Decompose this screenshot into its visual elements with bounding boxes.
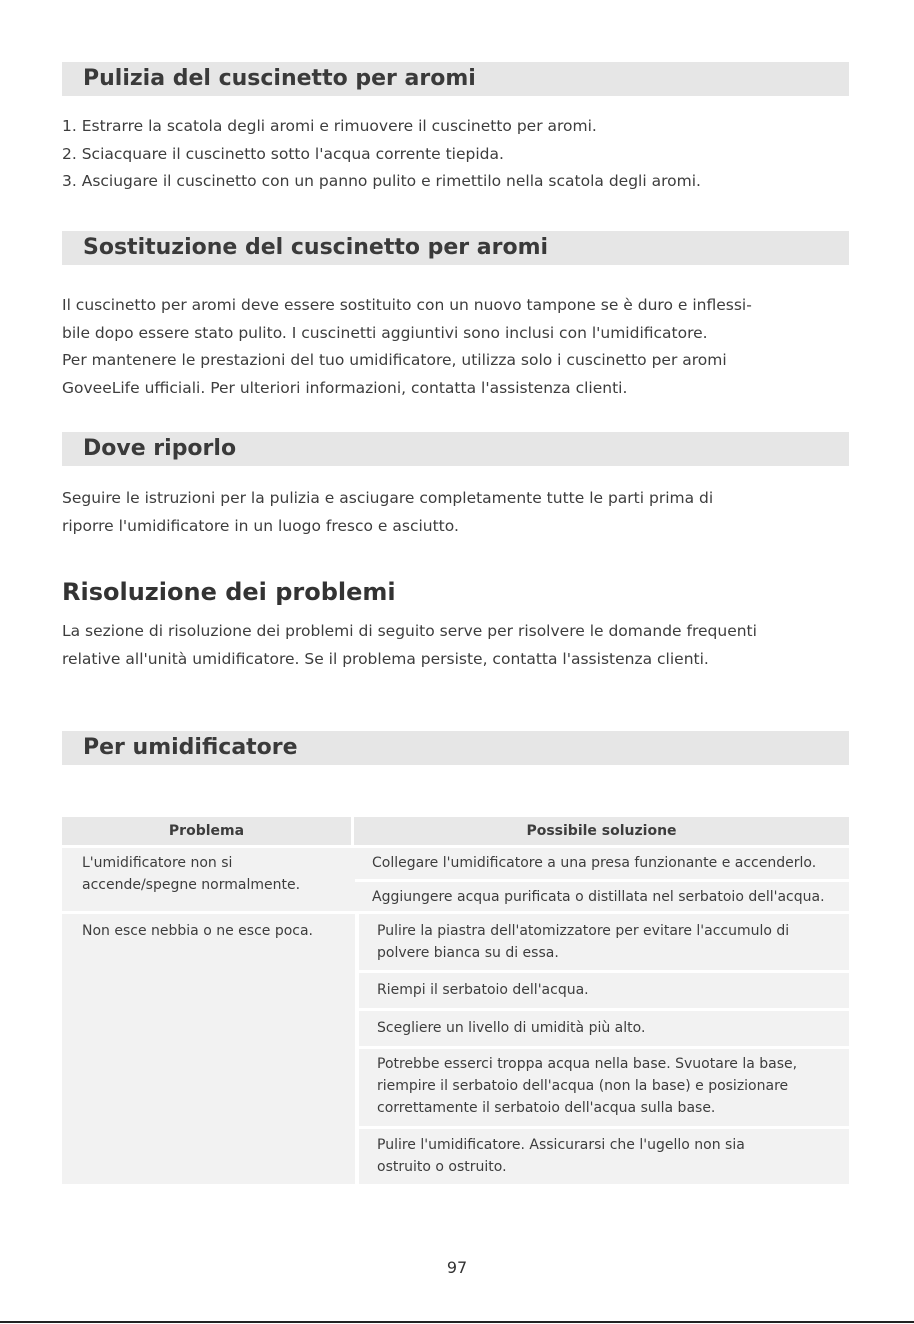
- cleaning-steps-list: [62, 113, 852, 196]
- text-line: GoveeLife ufficiali. Per ulteriori informazioni, contatta l'assistenza clienti.: [62, 378, 628, 397]
- table-header-problem: Problema: [62, 817, 351, 845]
- solution-cell: [359, 1129, 849, 1184]
- solution-cell: [354, 848, 849, 879]
- text-line: Pulire la piastra dell'atomizzatore per evitare l'accumulo di: [377, 923, 790, 939]
- text-line: bile dopo essere stato pulito. I cuscinetti aggiuntivi sono inclusi con l'umidificatore.: [62, 323, 708, 342]
- text-line: accende/spegne normalmente.: [82, 877, 301, 893]
- text-line: riporre l'umidificatore in un luogo fresco e asciutto.: [62, 516, 459, 535]
- solution-cell: [359, 1011, 849, 1046]
- text-line: Per mantenere le prestazioni del tuo umidificatore, utilizza solo i cuscinetto per aromi: [62, 351, 727, 369]
- problem-cell: [62, 848, 355, 911]
- text-line: relative all'unità umidificatore. Se il problema persiste, contatta l'assistenza clienti.: [62, 649, 709, 668]
- troubleshooting-intro: [62, 618, 852, 673]
- text-line: Pulire l'umidificatore. Assicurarsi che l'ugello non sia: [377, 1137, 745, 1153]
- solution-cell: [359, 914, 849, 970]
- text-line: Il cuscinetto per aromi deve essere sostituito con un nuovo tampone se è duro e inflessi-: [62, 296, 752, 314]
- text-line: Potrebbe esserci troppa acqua nella base. Svuotare la base,: [377, 1056, 798, 1072]
- solution-cell: [359, 973, 849, 1008]
- text-line: La sezione di risoluzione dei problemi di seguito serve per risolvere le domande frequenti: [62, 622, 757, 640]
- text-line: Non esce nebbia o ne esce poca.: [82, 923, 314, 939]
- text-line: polvere bianca su di essa.: [377, 945, 559, 961]
- text-line: Seguire le istruzioni per la pulizia e asciugare completamente tutte le parti prima di: [62, 489, 714, 507]
- text-line: riempire il serbatoio dell'acqua (non la base) e posizionare: [377, 1078, 789, 1094]
- troubleshooting-heading: Risoluzione dei problemi: [62, 578, 396, 606]
- storage-text: [62, 485, 852, 540]
- text-line: Scegliere un livello di umidità più alto.: [377, 1020, 646, 1036]
- page-number: 97: [446, 1258, 468, 1277]
- list-item: 1. Estrarre la scatola degli aromi e rimuovere il cuscinetto per aromi.: [62, 117, 597, 135]
- solution-cell: [359, 1049, 849, 1126]
- text-line: correttamente il serbatoio dell'acqua sulla base.: [377, 1100, 716, 1116]
- text-line: Riempi il serbatoio dell'acqua.: [377, 982, 589, 998]
- list-item: 2. Sciacquare il cuscinetto sotto l'acqua corrente tiepida.: [62, 144, 504, 163]
- section-title-cleaning-aroma-pad: Pulizia del cuscinetto per aromi: [62, 62, 849, 96]
- problem-cell: [62, 914, 355, 1184]
- text-line: ostruito o ostruito.: [377, 1159, 507, 1175]
- text-line: Aggiungere acqua purificata o distillata nel serbatoio dell'acqua.: [372, 889, 825, 905]
- list-item: 3. Asciugare il cuscinetto con un panno pulito e rimettilo nella scatola degli aromi.: [62, 172, 701, 190]
- solution-cell: [354, 882, 849, 911]
- section-title-replace-aroma-pad: Sostituzione del cuscinetto per aromi: [62, 231, 849, 265]
- section-title-humidifier: Per umidificatore: [62, 731, 849, 765]
- text-line: Collegare l'umidificatore a una presa funzionante e accenderlo.: [372, 855, 817, 871]
- text-line: L'umidificatore non si: [82, 855, 233, 871]
- page-bottom-divider: [0, 1321, 914, 1323]
- replace-aroma-pad-text: [62, 292, 852, 402]
- table-header-solution: Possibile soluzione: [354, 817, 849, 845]
- section-title-storage: Dove riporlo: [62, 432, 849, 466]
